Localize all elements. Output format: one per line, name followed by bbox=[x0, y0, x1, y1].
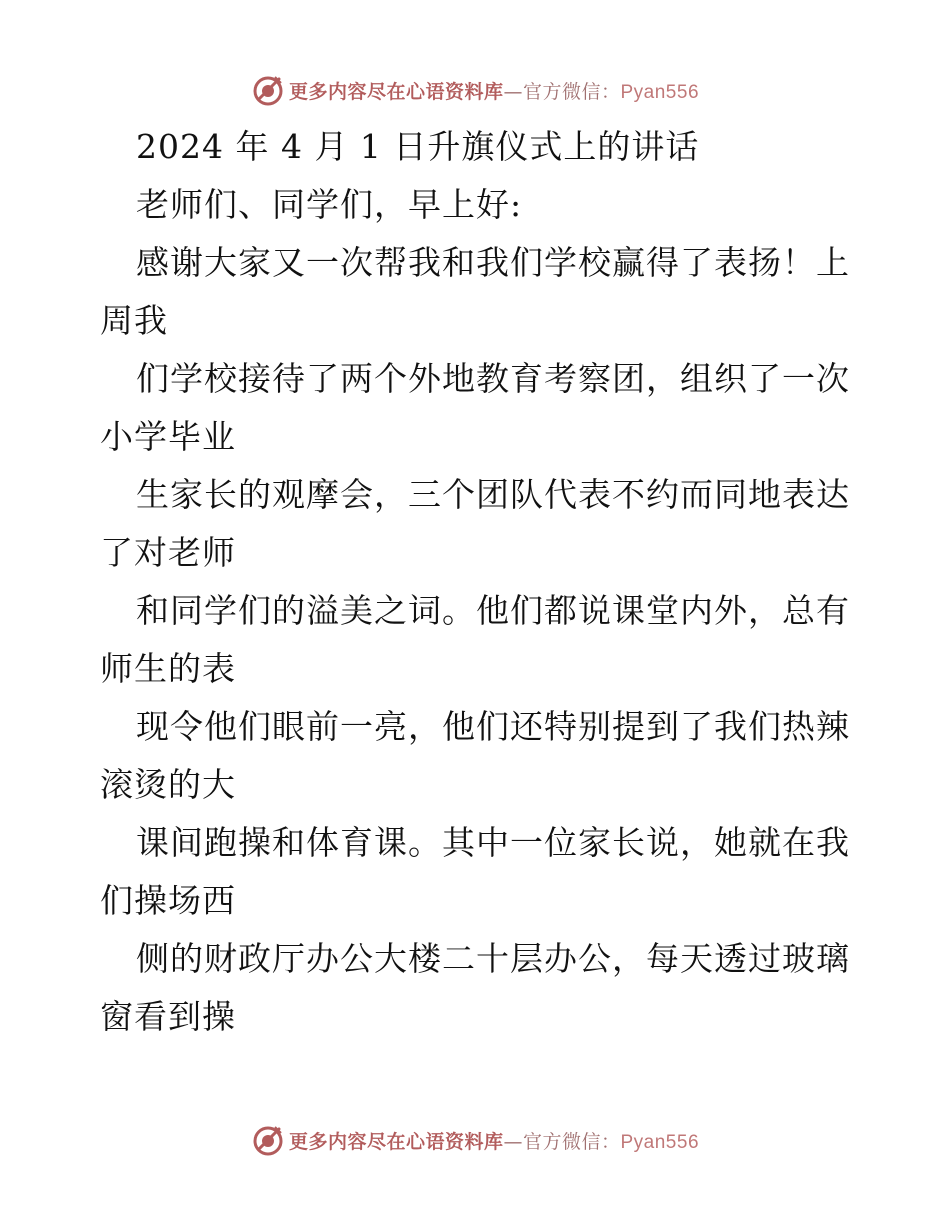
watermark-text bbox=[289, 1127, 699, 1154]
paragraph-line: 现令他们眼前一亮，他们还特别提到了我们热辣 bbox=[136, 707, 850, 746]
watermark-account: Pyan556 bbox=[620, 1131, 700, 1153]
brand-logo-icon bbox=[251, 1123, 285, 1157]
footer-watermark bbox=[0, 1120, 950, 1160]
paragraph-line: 们操场西 bbox=[100, 881, 236, 920]
paragraph-line: 滚烫的大 bbox=[100, 765, 236, 804]
header-watermark bbox=[0, 70, 950, 110]
paragraph-line: 小学毕业 bbox=[100, 417, 236, 456]
watermark-brand: 更多内容尽在心语资料库 bbox=[288, 80, 504, 103]
paragraph-line: 感谢大家又一次帮我和我们学校赢得了表扬！上 bbox=[136, 243, 850, 282]
watermark-account: Pyan556 bbox=[620, 81, 700, 103]
watermark-dash: — bbox=[503, 1130, 523, 1153]
paragraph-line: 周我 bbox=[100, 301, 168, 340]
watermark-dash: — bbox=[503, 80, 523, 103]
greeting-line: 老师们、同学们，早上好: bbox=[136, 185, 523, 224]
paragraph-line: 师生的表 bbox=[100, 649, 236, 688]
paragraph-line: 和同学们的溢美之词。他们都说课堂内外，总有 bbox=[136, 591, 850, 630]
paragraph-line: 课间跑操和体育课。其中一位家长说，她就在我 bbox=[136, 823, 850, 862]
watermark-label: 官方微信： bbox=[522, 80, 621, 103]
document-title: 2024 年 4 月 1 日升旗仪式上的讲话 bbox=[136, 127, 700, 166]
paragraph-line: 们学校接待了两个外地教育考察团，组织了一次 bbox=[136, 359, 850, 398]
brand-logo-icon bbox=[251, 73, 285, 107]
document-body bbox=[100, 118, 860, 1046]
paragraph-line: 生家长的观摩会，三个团队代表不约而同地表达 bbox=[136, 475, 850, 514]
paragraph-line: 了对老师 bbox=[100, 533, 236, 572]
watermark-brand: 更多内容尽在心语资料库 bbox=[288, 1130, 504, 1153]
watermark-label: 官方微信： bbox=[522, 1130, 621, 1153]
paragraph-line: 侧的财政厅办公大楼二十层办公，每天透过玻璃 bbox=[136, 939, 850, 978]
paragraph-line: 窗看到操 bbox=[100, 997, 236, 1036]
watermark-text bbox=[289, 77, 699, 104]
